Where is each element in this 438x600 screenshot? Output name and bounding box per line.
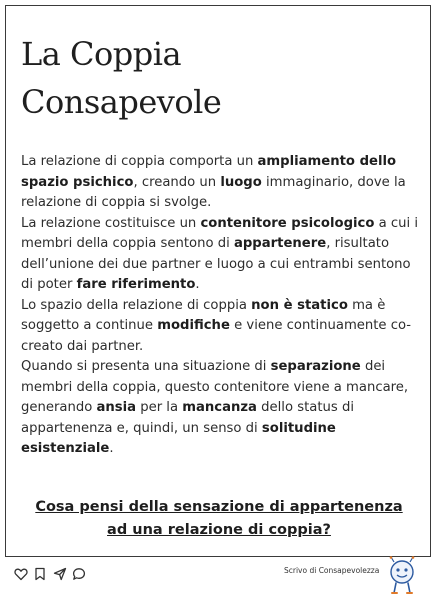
post-title-line-1: La Coppia xyxy=(21,35,182,73)
emphasis-text: non è statico xyxy=(251,297,348,313)
emphasis-text: mancanza xyxy=(182,400,257,415)
emphasis-text: contenitore psicologico xyxy=(200,215,375,231)
post-question xyxy=(12,496,426,542)
body-text-run: , risultato dell’unione dei due partner e luogo a cui entrambi sentono di poter xyxy=(21,236,411,292)
emphasis-text: appartenere xyxy=(233,236,327,251)
body-text-run: immaginario, dove la relazione di coppia si svolge. xyxy=(21,174,406,210)
body-text-run: Quando si presenta una situazione di xyxy=(21,359,271,374)
like-icon[interactable] xyxy=(14,566,28,580)
comment-icon[interactable] xyxy=(72,566,86,580)
body-text-run: . xyxy=(109,441,114,456)
body-text-run: e viene continuamente co-creato dai partner. xyxy=(21,318,412,354)
emphasis-text: fare riferimento xyxy=(76,277,196,292)
emphasis-text: ansia xyxy=(96,400,137,415)
mascot-logo-icon xyxy=(385,556,419,600)
post-body xyxy=(21,152,425,460)
body-paragraph xyxy=(21,357,425,460)
question-line-1: Cosa pensi della sensazione di appartenenza xyxy=(35,499,403,515)
body-text-run: per la xyxy=(136,400,183,415)
emphasis-text: separazione xyxy=(270,359,361,374)
body-text-run: a cui i membri della coppia sentono di xyxy=(21,215,419,251)
body-text-run: ma è soggetto a continue xyxy=(21,297,386,333)
body-text-run: La relazione di coppia comporta un xyxy=(21,154,258,169)
body-text-run: Lo spazio della relazione di coppia xyxy=(21,297,252,313)
body-text-run: dello status di appartenenza e, quindi, un senso di xyxy=(21,400,354,436)
emphasis-text: modifiche xyxy=(157,318,230,333)
question-line-2: ad una relazione di coppia? xyxy=(107,522,331,538)
body-text-run: , creando un xyxy=(133,174,221,190)
share-icon[interactable] xyxy=(53,566,67,580)
post-title xyxy=(21,30,221,126)
credit-text: Scrivo di Consapevolezza xyxy=(284,566,380,575)
emphasis-text: solitudine esistenziale xyxy=(21,420,336,456)
body-paragraph xyxy=(21,152,425,214)
body-text-run: dei membri della coppia, questo contenitore viene a mancare, generando xyxy=(21,359,409,415)
body-text-run: . xyxy=(195,277,200,292)
bookmark-icon[interactable] xyxy=(33,566,47,580)
body-text-run: La relazione costituisce un xyxy=(21,215,201,231)
emphasis-text: ampliamento dello spazio psichico xyxy=(21,154,397,190)
body-paragraph xyxy=(21,214,425,296)
body-paragraph xyxy=(21,296,425,358)
post-title-line-2: Consapevole xyxy=(21,83,222,121)
emphasis-text: luogo xyxy=(220,174,262,190)
